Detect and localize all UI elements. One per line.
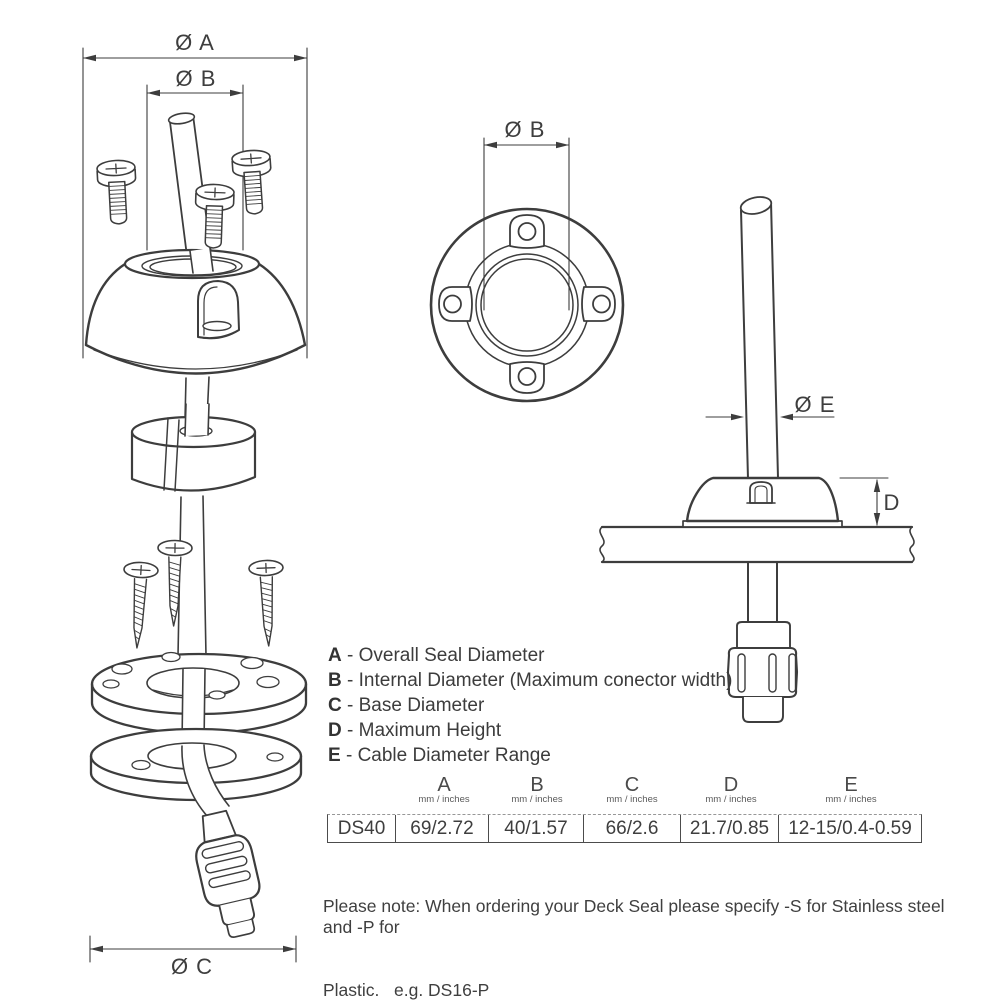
spec-table-row: [327, 814, 922, 843]
legend-desc: Internal Diameter (Maximum conector width): [358, 670, 733, 691]
dome-hood: [198, 281, 239, 338]
value-cell-e: 12-15/0.4-0.59: [788, 817, 912, 839]
legend-item-a: [328, 643, 732, 668]
legend-separator: -: [341, 695, 359, 716]
deck-plank: [600, 527, 914, 622]
legend-desc: Cable Diameter Range: [357, 745, 551, 766]
column-letter: C: [624, 774, 640, 796]
dome-cap: [86, 248, 305, 374]
dim-c-label: Ø C: [170, 954, 214, 979]
machine-screw-1: [97, 160, 138, 225]
value-cell-b: 40/1.57: [489, 815, 584, 842]
sideview-hood: [747, 482, 775, 503]
topview-flange: [431, 209, 623, 401]
dimension-legend: [328, 643, 732, 768]
legend-separator: -: [341, 670, 359, 691]
legend-item-d: [328, 718, 732, 743]
column-letter: B: [530, 774, 544, 796]
legend-desc: Overall Seal Diameter: [358, 645, 545, 666]
column-unit: mm / inches: [705, 794, 757, 805]
legend-separator: -: [340, 745, 358, 766]
column-unit: mm / inches: [418, 794, 470, 805]
column-unit: mm / inches: [825, 794, 877, 805]
tapping-screw-1: [120, 562, 158, 649]
table-header-e: [825, 776, 876, 805]
cable-connector-exploded: [187, 807, 270, 941]
legend-key: C: [328, 695, 342, 716]
sideview-connector: [728, 622, 797, 722]
column-unit: mm / inches: [511, 794, 563, 805]
table-header-c: [606, 776, 657, 805]
legend-item-e: [328, 743, 732, 768]
seal-bushing: [132, 404, 255, 491]
legend-key: B: [328, 670, 342, 691]
dim-a-label: Ø A: [175, 30, 215, 55]
table-header-a: [418, 776, 469, 805]
legend-separator: -: [341, 720, 359, 741]
legend-separator: -: [341, 645, 359, 666]
dim-d-lines: [840, 478, 888, 526]
legend-item-b: [328, 668, 732, 693]
tapping-screw-3: [249, 560, 286, 647]
legend-item-c: [328, 693, 732, 718]
legend-key: D: [328, 720, 342, 741]
column-letter: D: [723, 774, 739, 796]
column-unit: mm / inches: [606, 794, 658, 805]
dim-b-left-label: Ø B: [175, 66, 217, 91]
sideview-dome: [683, 478, 842, 527]
model-cell: DS40: [328, 815, 396, 842]
value-cell-d: 21.7/0.85: [681, 815, 779, 842]
legend-desc: Maximum Height: [358, 720, 502, 741]
dim-b-top-label: Ø B: [504, 117, 546, 142]
note-line-2: Plastic. e.g. DS16-P: [323, 980, 490, 1000]
sideview-cable: [739, 194, 779, 480]
cable-segment: [178, 496, 206, 657]
table-header-d: [705, 776, 756, 805]
legend-desc: Base Diameter: [358, 695, 485, 716]
note-line-1: Please note: When ordering your Deck Seal please specify -S for Stainless steel and -P for: [323, 896, 950, 937]
value-cell-c: 66/2.6: [584, 815, 681, 842]
legend-key: A: [328, 645, 342, 666]
column-letter: A: [437, 774, 451, 796]
machine-screw-3: [232, 149, 274, 215]
dim-d-label: D: [883, 490, 901, 515]
legend-key: E: [328, 745, 341, 766]
column-letter: E: [844, 774, 858, 796]
value-cell-a: 69/2.72: [396, 815, 489, 842]
ordering-note: [323, 854, 963, 1000]
table-header-b: [511, 776, 562, 805]
dim-e-label: Ø E: [794, 392, 836, 417]
